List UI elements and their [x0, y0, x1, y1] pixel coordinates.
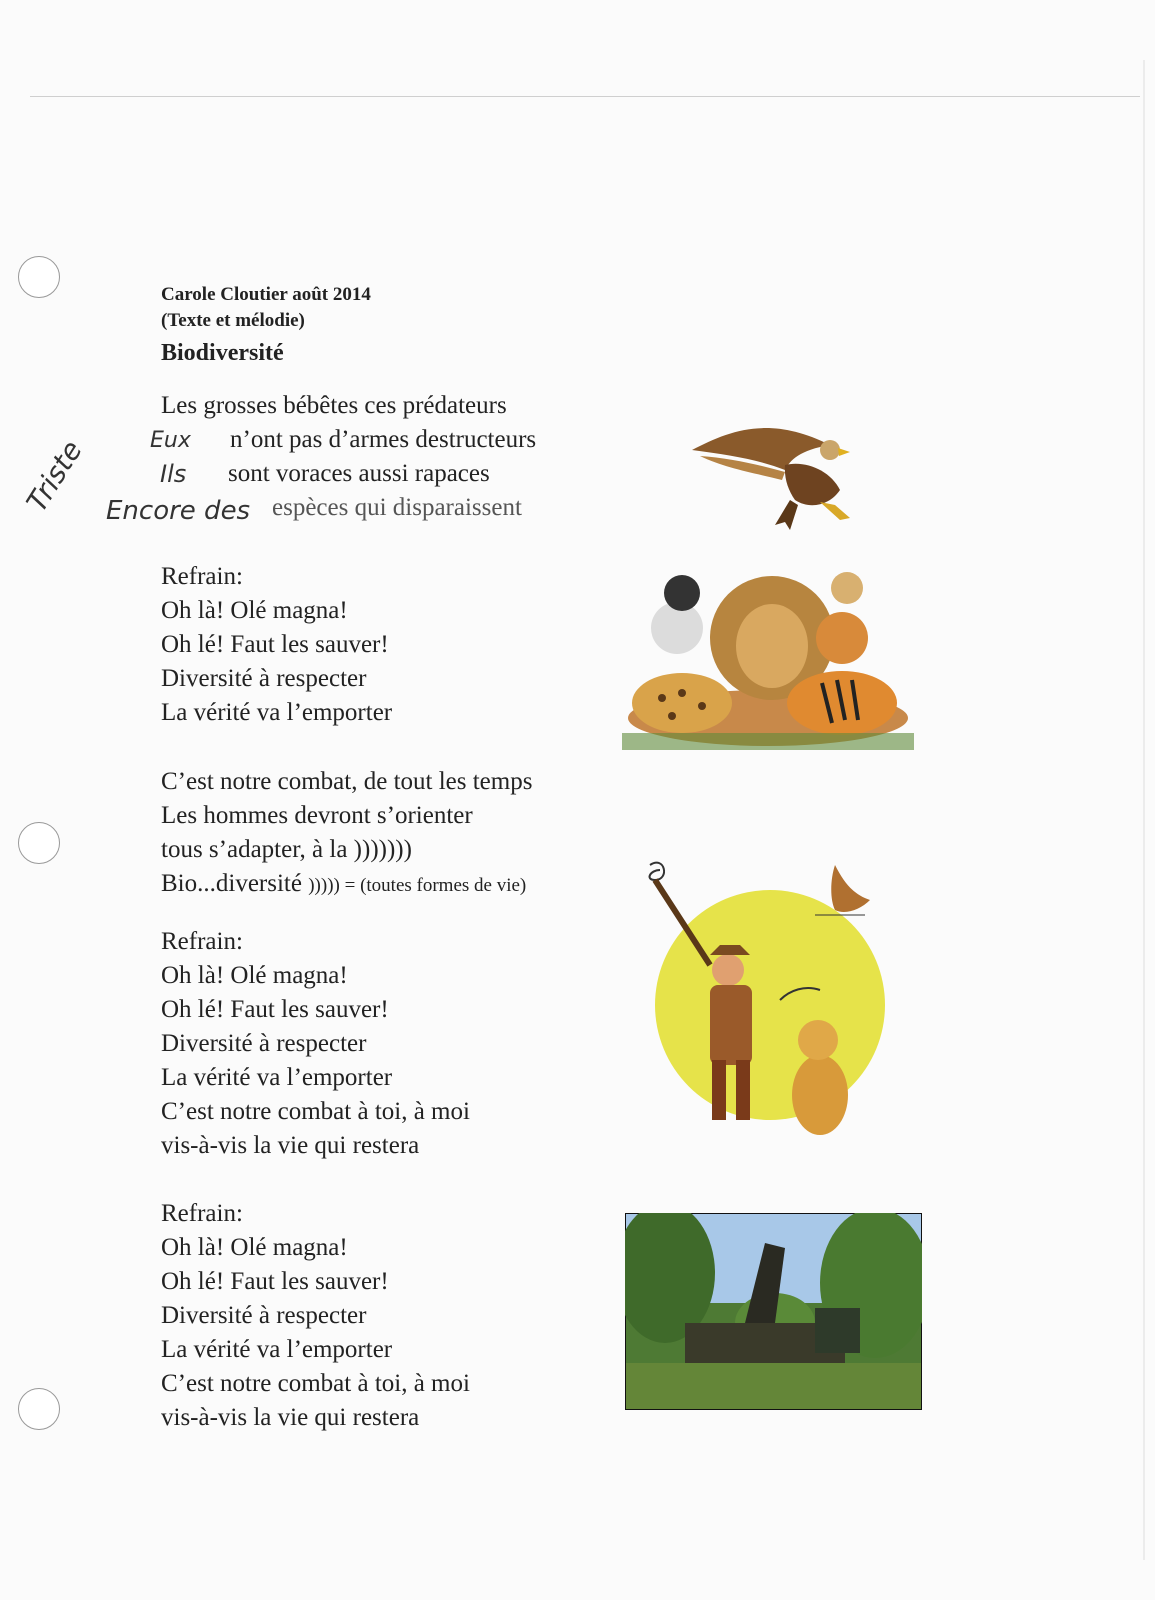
refrain2-line3: Diversité à respecter	[161, 1030, 367, 1057]
refrain3-line1: Oh là! Olé magna!	[161, 1234, 348, 1261]
author-date: Carole Cloutier août 2014	[161, 284, 371, 305]
refrain2-line5: C’est notre combat à toi, à moi	[161, 1098, 470, 1125]
punch-hole-middle	[18, 822, 60, 864]
verse2-line4	[161, 868, 526, 902]
refrain1-line2: Oh lé! Faut les sauver!	[161, 631, 389, 658]
refrain3-line5: C’est notre combat à toi, à moi	[161, 1370, 470, 1397]
forestry-machine-photo	[625, 1213, 922, 1410]
big-cats-illustration	[622, 568, 914, 750]
refrain3-line3: Diversité à respecter	[161, 1302, 367, 1329]
verse2-line2: Les hommes devront s’orienter	[161, 802, 473, 829]
refrain3-line4: La vérité va l’emporter	[161, 1336, 393, 1363]
refrain1-label: Refrain:	[161, 563, 243, 590]
refrain2-line1: Oh là! Olé magna!	[161, 962, 348, 989]
verse1-line4: espèces qui disparaissent	[272, 494, 522, 521]
handwritten-triste: Triste	[20, 434, 89, 518]
song-header	[161, 282, 371, 371]
verse2-line4-main: Bio...diversité	[161, 870, 302, 897]
refrain2-label: Refrain:	[161, 928, 243, 955]
handwritten-ils: Ils	[160, 460, 187, 488]
verse1-line3: sont voraces aussi rapaces	[228, 460, 490, 487]
eagle-illustration	[690, 410, 870, 540]
verse1-line2: n’ont pas d’armes destructeurs	[230, 426, 537, 453]
punch-hole-bottom	[18, 1388, 60, 1430]
handwritten-eux: Eux	[150, 428, 191, 453]
verse1-line1: Les grosses bébêtes ces prédateurs	[161, 392, 507, 419]
refrain3-line6: vis-à-vis la vie qui restera	[161, 1404, 420, 1431]
scan-fold-line	[30, 96, 1140, 97]
refrain3-label: Refrain:	[161, 1200, 243, 1227]
refrain2-line6: vis-à-vis la vie qui restera	[161, 1132, 420, 1159]
refrain2-line2: Oh lé! Faut les sauver!	[161, 996, 389, 1023]
verse2-line4-note: ))))) = (toutes formes de vie)	[308, 875, 527, 896]
verse2-line3: tous s’adapter, à la )))))))	[161, 836, 412, 863]
refrain2-line4: La vérité va l’emporter	[161, 1064, 393, 1091]
hunter-illustration	[640, 855, 905, 1155]
refrain1-line3: Diversité à respecter	[161, 665, 367, 692]
handwritten-encore-des: Encore des	[106, 496, 251, 526]
refrain1-line4: La vérité va l’emporter	[161, 699, 393, 726]
refrain3-line2: Oh lé! Faut les sauver!	[161, 1268, 389, 1295]
refrain1-line1: Oh là! Olé magna!	[161, 597, 348, 624]
song-title: Biodiversité	[161, 340, 284, 366]
credit-line: (Texte et mélodie)	[161, 310, 305, 331]
punch-hole-top	[18, 256, 60, 298]
scan-edge-shadow	[1143, 60, 1145, 1560]
verse2-line1: C’est notre combat, de tout les temps	[161, 768, 533, 795]
